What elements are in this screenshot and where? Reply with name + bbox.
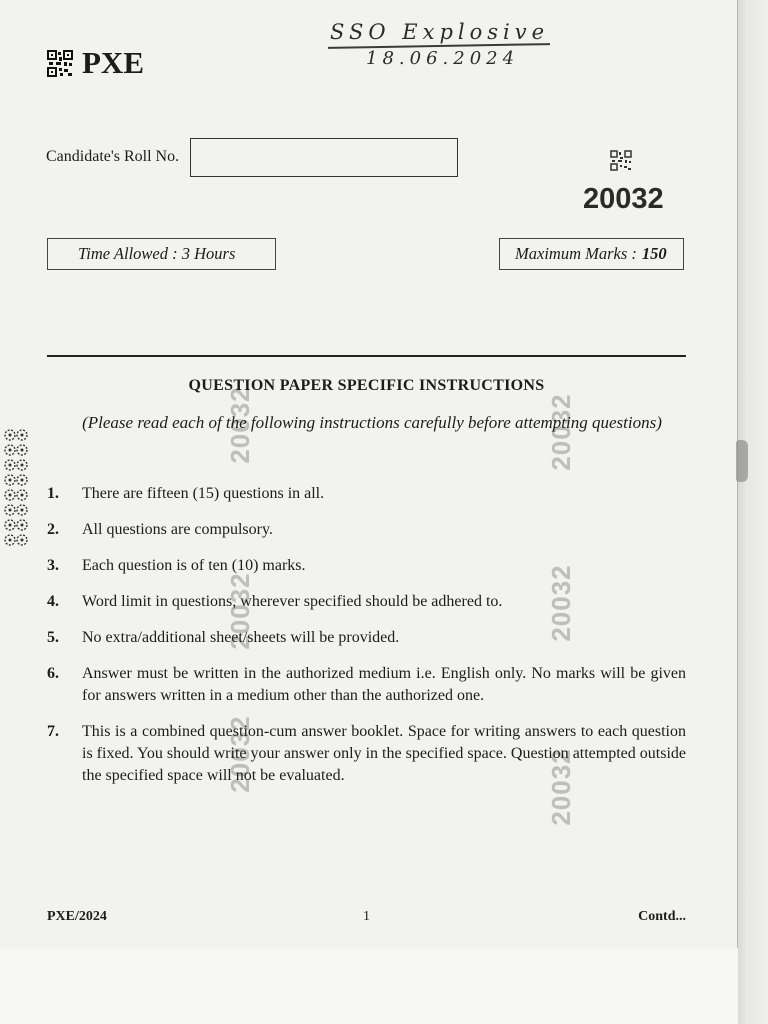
instructions-title: QUESTION PAPER SPECIFIC INSTRUCTIONS [188,377,545,394]
instruction-item [47,555,686,577]
roll-number-box [190,138,458,177]
instruction-number: 2. [47,521,59,538]
watermark: 20032 [546,564,576,642]
instruction-text: This is a combined question-cum answer booklet. Space for writing answers to each question is fixed. You should write your answer only in the specified space. Question attempted outside the specified space will not be evaluated. [82,723,686,784]
maximum-marks-box [499,238,684,270]
instruction-item [47,663,686,707]
security-border-pattern [3,428,29,550]
time-allowed-box [47,238,276,270]
watermark: 20032 [225,715,255,793]
instruction-number: 7. [47,723,59,740]
instruction-number: 6. [47,665,59,682]
watermark: 20032 [225,386,255,464]
watermark: 20032 [225,572,255,650]
scan-right-edge [738,0,768,1024]
maximum-marks-label: Maximum Marks : [515,244,637,263]
handwritten-subject: SSO Explosive [330,20,550,44]
paper-code: PXE [82,45,144,80]
instruction-number: 4. [47,593,59,610]
maximum-marks-value: 150 [641,244,667,263]
instructions-subtitle: (Please read each of the following instructions carefully before attempting questions) [82,413,662,432]
section-divider [47,355,686,357]
instruction-text: Word limit in questions, wherever specified should be adhered to. [82,593,503,610]
scan-bottom-margin [0,948,738,1024]
handwritten-date: 18.06.2024 [366,48,520,69]
instruction-item [47,721,686,787]
instruction-text: Answer must be written in the authorized medium i.e. English only. No marks will be given for answers written in a medium other than the authorized one. [82,665,686,704]
instruction-number: 1. [47,485,59,502]
instruction-number: 3. [47,557,59,574]
instruction-text: Each question is of ten (10) marks. [82,557,306,574]
footer-paper-code: PXE/2024 [47,909,107,924]
instruction-number: 5. [47,629,59,646]
instruction-item [47,591,686,613]
instruction-text: All questions are compulsory. [82,521,273,538]
roll-number-label: Candidate's Roll No. [46,148,180,165]
small-qr-code-icon [610,150,632,171]
instruction-text: There are fifteen (15) questions in all. [82,485,325,502]
instructions-list [47,483,686,801]
page-number: 1 [363,909,370,924]
qr-code-icon [47,50,73,77]
instruction-text: No extra/additional sheet/sheets will be provided. [82,629,400,646]
continued-label: Contd... [638,909,686,924]
scan-binding-mark [736,440,748,482]
time-allowed-text: Time Allowed : 3 Hours [78,244,236,263]
instruction-item [47,519,686,541]
booklet-number: 20032 [583,183,664,215]
watermark: 20032 [546,748,576,826]
watermark: 20032 [546,393,576,471]
instruction-item [47,627,686,649]
instruction-item [47,483,686,505]
